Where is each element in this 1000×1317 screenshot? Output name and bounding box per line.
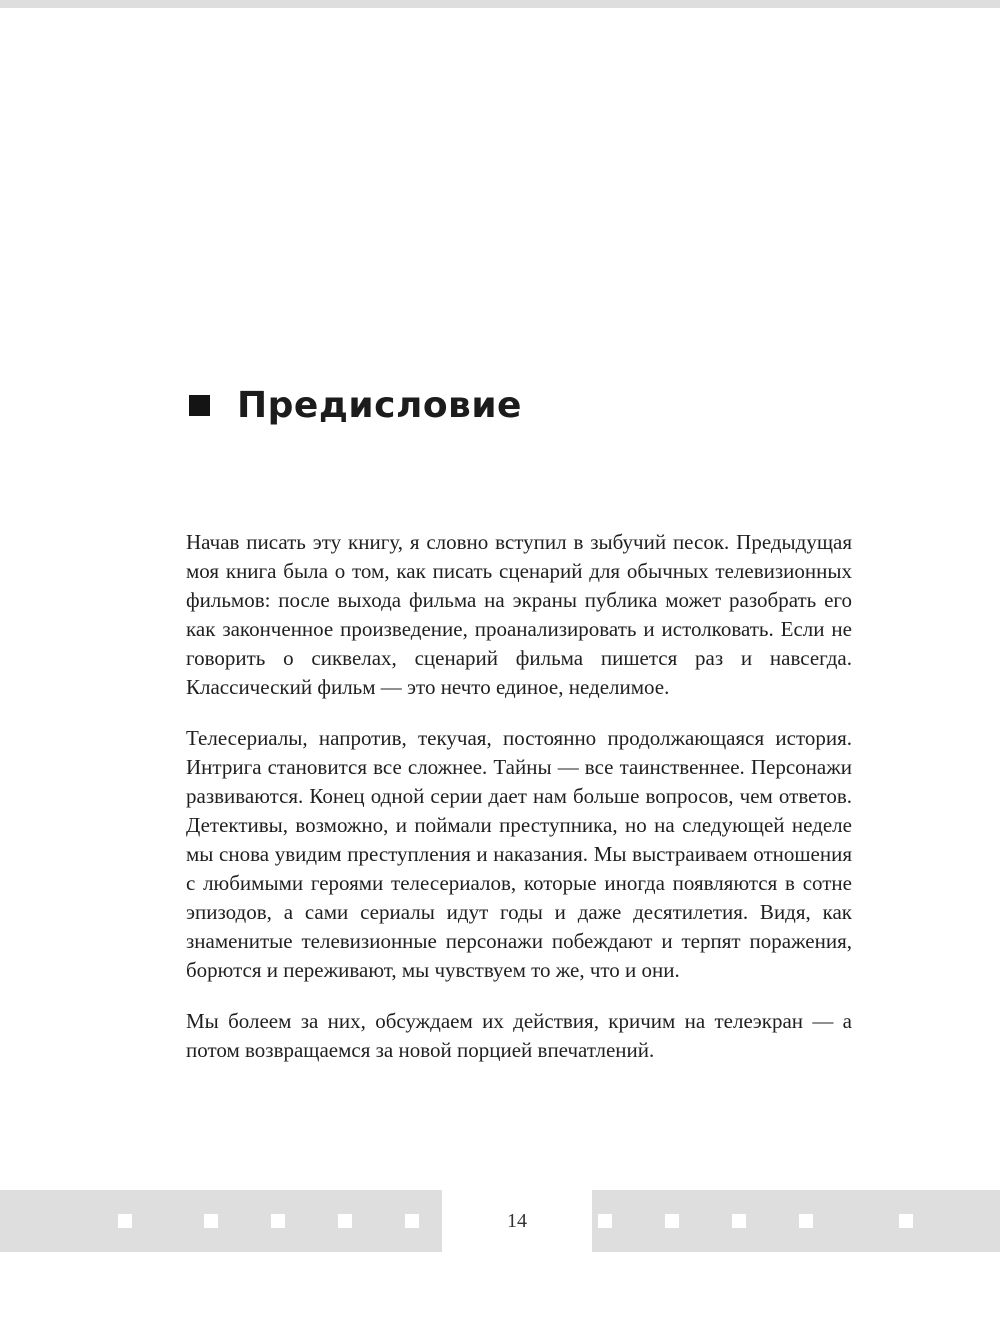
film-perforation-icon bbox=[405, 1214, 419, 1228]
paragraph: Начав писать эту книгу, я словно вступил в зыбучий песок. Предыдущая моя книга была о том, как писать сценарий для обычных телевизионных фильмов: после выхода фильма на экраны публика может разобрать его как законченное произведение, проанализировать и истолковать. Если не говорить о сиквелах, сценарий фильма пишется раз и навсегда. Классический фильм — это нечто единое, неделимое. bbox=[186, 530, 852, 699]
film-perforation-icon bbox=[338, 1214, 352, 1228]
chapter-heading-text: Предисловие bbox=[237, 385, 522, 426]
film-perforation-icon bbox=[732, 1214, 746, 1228]
film-perforation-icon bbox=[271, 1214, 285, 1228]
body-text bbox=[186, 528, 852, 1087]
film-perforation-icon bbox=[118, 1214, 132, 1228]
square-bullet-icon bbox=[189, 395, 210, 416]
film-strip-footer bbox=[0, 1190, 1000, 1252]
film-perforation-icon bbox=[799, 1214, 813, 1228]
film-perforation-icon bbox=[665, 1214, 679, 1228]
chapter-heading bbox=[189, 385, 522, 426]
film-perforation-icon bbox=[204, 1214, 218, 1228]
page-number: 14 bbox=[507, 1209, 527, 1232]
top-edge-strip bbox=[0, 0, 1000, 8]
paragraph: Мы болеем за них, обсуждаем их действия, кричим на телеэкран — а потом возвращаемся за новой порцией впечатлений. bbox=[186, 1009, 852, 1062]
film-perforation-icon bbox=[899, 1214, 913, 1228]
paragraph: Телесериалы, напротив, текучая, постоянно продолжающаяся история. Интрига становится все сложнее. Тайны — все таинственнее. Персонажи развиваются. Конец одной серии дает нам больше вопросов, чем ответов. Детективы, возможно, и поймали преступника, но на следующей неделе мы снова увидим преступления и наказания. Мы выстраиваем отношения с любимыми героями телесериалов, которые иногда появляются в сотне эпизодов, а сами сериалы идут годы и даже десятилетия. Видя, как знаменитые телевизионные персонажи побеждают и терпят поражения, борются и переживают, мы чувствуем то же, что и они. bbox=[186, 726, 852, 982]
page-number-box bbox=[442, 1190, 592, 1252]
film-perforation-icon bbox=[598, 1214, 612, 1228]
